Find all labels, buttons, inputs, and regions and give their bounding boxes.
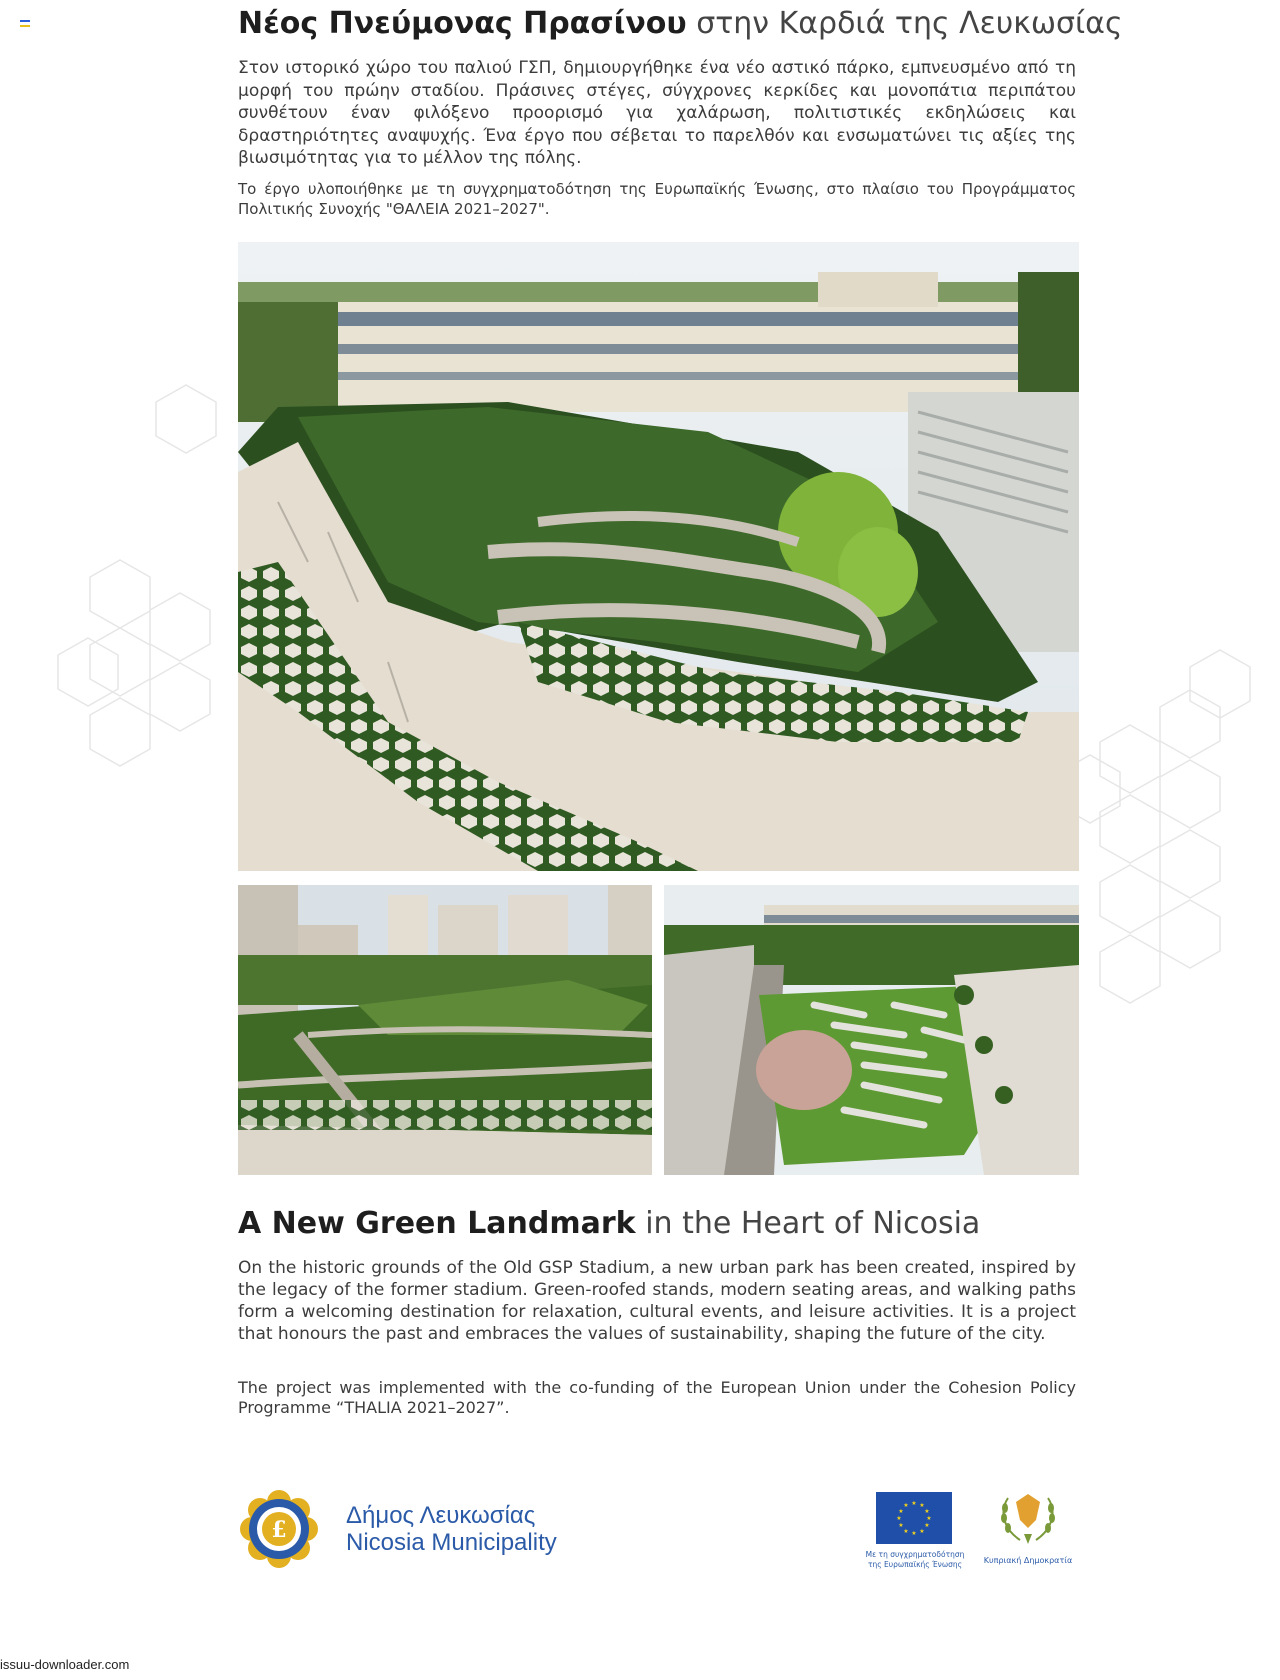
svg-text:★: ★ <box>924 1508 930 1515</box>
eu-cofunding-caption <box>856 1550 974 1570</box>
eu-caption-line1: Με τη συγχρηματοδότηση <box>865 1550 965 1559</box>
park-walkways-photo <box>238 885 652 1175</box>
municipality-name-greek: Δήμος Λευκωσίας <box>346 1502 536 1529</box>
svg-text:★: ★ <box>919 1502 925 1509</box>
greek-title-light: στην Καρδιά της Λευκωσίας <box>696 6 1123 41</box>
park-amphitheater-photo <box>664 885 1079 1175</box>
greek-title <box>238 6 1123 41</box>
english-title-bold: A New Green Landmark <box>238 1206 636 1241</box>
svg-text:★: ★ <box>903 1528 909 1535</box>
english-title-light: in the Heart of Nicosia <box>645 1206 981 1241</box>
eu-flag-icon <box>876 1492 952 1544</box>
svg-text:★: ★ <box>924 1522 930 1529</box>
svg-text:★: ★ <box>919 1528 925 1535</box>
menu-bar-yellow <box>20 25 30 27</box>
english-body-text: On the historic grounds of the Old GSP Stadium, a new urban park has been created, inspired by the legacy of the former stadium. Green-roofed stands, modern seating areas, and walking paths form a welcoming destination for relaxation, cultural events, and leisure activities. It is a project that honours the past and embraces the values of sustainability, shaping the future of the city. <box>238 1258 1076 1344</box>
municipality-name-english: Nicosia Municipality <box>346 1529 557 1556</box>
nicosia-municipality-emblem <box>236 1486 322 1572</box>
greek-funding-note: Το έργο υλοποιήθηκε με τη συγχρηματοδότηση της Ευρωπαϊκής Ένωσης, στο πλαίσιο του Προγράμματος Πολιτικής Συνοχής "ΘΑΛΕΙΑ 2021–2027". <box>238 180 1076 218</box>
svg-text:★: ★ <box>903 1502 909 1509</box>
svg-text:★: ★ <box>898 1508 904 1515</box>
svg-text:★: ★ <box>896 1515 902 1522</box>
cyprus-republic-emblem-icon <box>994 1488 1062 1548</box>
svg-text:★: ★ <box>911 1530 917 1537</box>
park-aerial-photo <box>238 242 1079 871</box>
greek-body-text: Στον ιστορικό χώρο του παλιού ΓΣΠ, δημιουργήθηκε ένα νέο αστικό πάρκο, εμπνευσμένο από τη μορφή του πρώην σταδίου. Πράσινες στέγες, σύγχρονες κερκίδες και μονοπάτια περιπάτου συνθέτουν έναν φιλόξενο προορισμό για χαλάρωση, πολιτιστικές εκδηλώσεις και δραστηριότητες αναψυχής. Ένα έργο που σέβεται το παρελθόν και ενσωματώνει τις αξίες της βιωσιμότητας για το μέλλον της πόλης. <box>238 58 1076 168</box>
english-funding-note: The project was implemented with the co-funding of the European Union under the Cohesion Policy Programme “THALIA 2021–2027”. <box>238 1378 1076 1417</box>
eu-caption-line2: της Ευρωπαϊκής Ένωσης <box>867 1560 963 1569</box>
menu-bar-blue <box>20 20 30 22</box>
svg-text:★: ★ <box>911 1500 917 1507</box>
svg-text:★: ★ <box>926 1515 932 1522</box>
watermark-text: issuu-downloader.com <box>0 1657 130 1672</box>
municipality-name <box>346 1502 557 1556</box>
svg-text:£: £ <box>271 1517 287 1543</box>
cyprus-republic-caption: Κυπριακή Δημοκρατία <box>983 1556 1073 1565</box>
english-title <box>238 1206 1088 1241</box>
menu-icon[interactable] <box>20 20 30 27</box>
greek-title-bold: Νέος Πνεύμονας Πρασίνου <box>238 6 687 41</box>
svg-text:★: ★ <box>898 1522 904 1529</box>
